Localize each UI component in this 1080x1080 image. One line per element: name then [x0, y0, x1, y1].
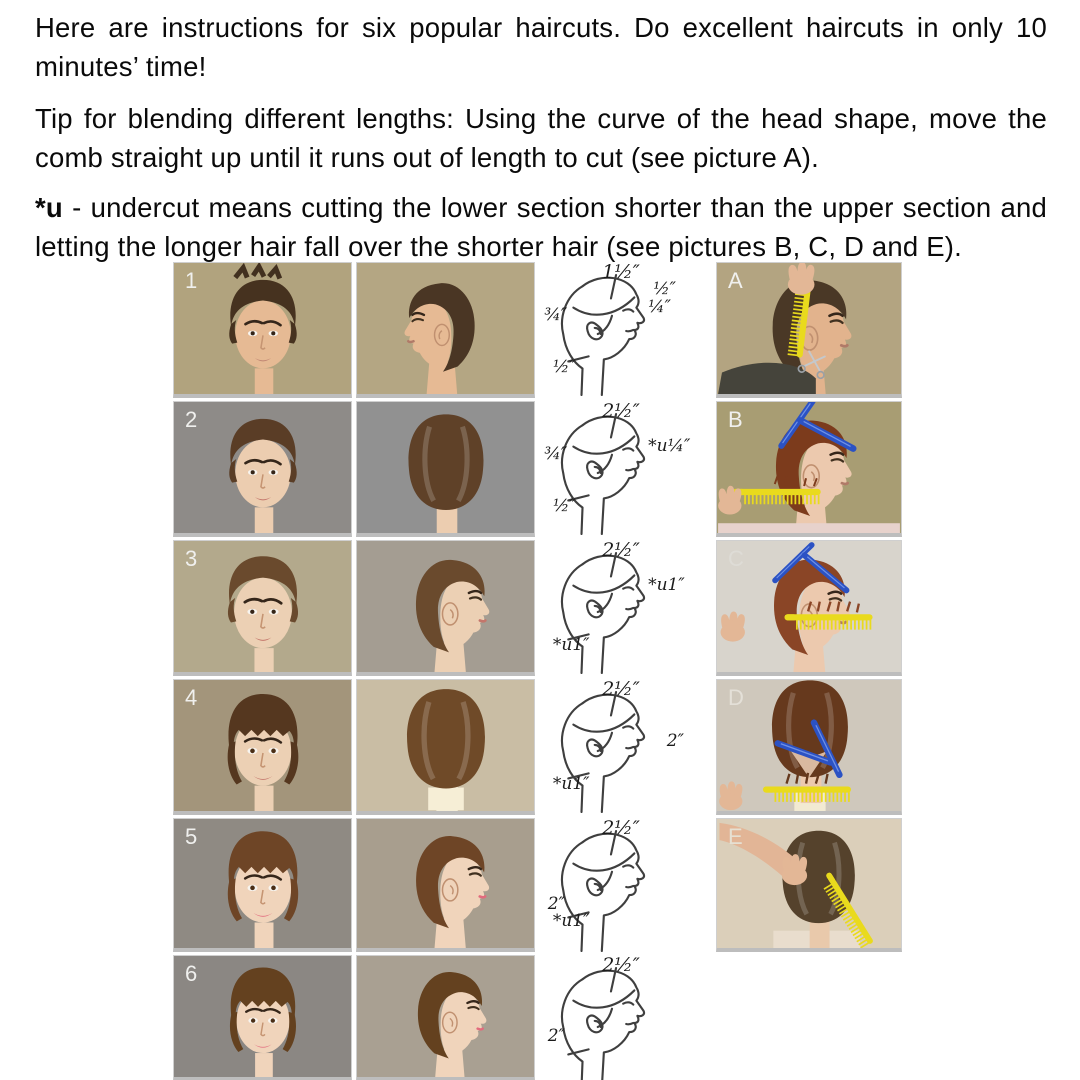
measurement-lower-left: 2″ [547, 893, 565, 914]
paragraph-line: Here are instructions for six popular haircuts. Do excellent haircuts in only 10 [35, 12, 1047, 43]
row-number: 1 [185, 268, 198, 293]
technique-photo-E [716, 818, 902, 952]
row-number: 4 [185, 685, 198, 710]
technique-A-illustration [717, 263, 901, 394]
measurement-bottom-left: ½″ [552, 356, 576, 377]
measurement-left: ¾″ [544, 304, 568, 325]
row4-back-photo [356, 679, 535, 815]
female-mannequin-pixie-profile-illustration [357, 956, 534, 1077]
undercut-symbol: *u [35, 192, 63, 223]
female-mannequin-three-quarter-illustration [357, 819, 534, 948]
technique-letter: E [728, 824, 743, 849]
technique-photo-A [716, 262, 902, 398]
technique-letter: B [728, 407, 743, 432]
row3-side-photo [356, 540, 535, 676]
hand-icon [788, 263, 815, 294]
measurement-right: *u1″ [648, 574, 685, 595]
haircut-row-6 [173, 955, 902, 1080]
row6-side-photo [356, 955, 535, 1080]
haircut-row-2 [173, 401, 902, 537]
haircut-grid [173, 262, 902, 1080]
head-diagram-icon [549, 548, 677, 674]
row5-diagram [541, 818, 711, 952]
technique-E-illustration [717, 819, 901, 948]
row4-front-photo [173, 679, 352, 815]
measurement-bottom-left: *u1″ [552, 911, 590, 932]
hand-icon [721, 613, 745, 642]
technique-D-illustration [717, 680, 901, 811]
row2-diagram [541, 401, 711, 537]
intro-paragraph-2 [35, 99, 1047, 177]
measurement-top: 2½″ [602, 955, 640, 976]
technique-B-illustration [717, 402, 901, 533]
measurement-bottom-left: *u1″ [552, 634, 590, 655]
measurement-right: *u¼″ [648, 435, 691, 456]
paragraph-line: letting the longer hair fall over the shorter hair (see pictures B, C, D and E). [35, 231, 962, 262]
row1-front-photo [173, 262, 352, 398]
intro-paragraph-1 [35, 8, 1047, 86]
measurement-right: ¼″ [648, 296, 671, 317]
technique-letter: D [728, 685, 744, 710]
technique-photo-C [716, 540, 902, 676]
row2-front-photo [173, 401, 352, 537]
technique-letter: A [728, 268, 743, 293]
young-man-profile-illustration [357, 263, 534, 394]
table-edge [718, 523, 900, 533]
male-mannequin-front-illustration [174, 402, 351, 533]
measurement-left: ¾″ [544, 443, 568, 464]
measurement-top: 2½″ [602, 401, 640, 422]
head-diagram-icon [549, 963, 677, 1080]
intro-paragraph-3 [35, 188, 1047, 266]
paragraph-text: - undercut means cutting the lower section shorter than the upper section and [62, 192, 1047, 223]
head-diagram-icon [549, 409, 677, 535]
row1-side-photo [356, 262, 535, 398]
haircut-row-4 [173, 679, 902, 815]
haircut-row-1 [173, 262, 902, 398]
female-mannequin-front-illustration [174, 819, 351, 948]
male-mannequin-back-illustration [357, 402, 534, 533]
mannequin-bangs-front-illustration [174, 680, 351, 811]
paragraph-line: minutes’ time! [35, 51, 207, 82]
measurement-top: 1½″ [602, 262, 640, 283]
paragraph-line [35, 188, 1047, 227]
measurement-top: 2½″ [602, 818, 640, 839]
row6-front-photo [173, 955, 352, 1080]
row5-front-photo [173, 818, 352, 952]
row-number: 5 [185, 824, 198, 849]
measurement-bottom-left: ½″ [552, 495, 576, 516]
row-number: 2 [185, 407, 198, 432]
row6-diagram [541, 955, 711, 1080]
row5-side-photo [356, 818, 535, 952]
row4-diagram [541, 679, 711, 815]
hand-icon [719, 783, 742, 810]
measurement-top: 2½″ [602, 540, 640, 561]
haircut-row-3 [173, 540, 902, 676]
technique-letter: C [728, 546, 744, 571]
row3-front-photo [173, 540, 352, 676]
technique-photo-B [716, 401, 902, 537]
measurement-bottom-left: *u1″ [552, 773, 590, 794]
paragraph-line: comb straight up until it runs out of length to cut (see picture A). [35, 142, 820, 173]
row-number: 3 [185, 546, 198, 571]
young-man-front-illustration [174, 263, 351, 394]
head-diagram-icon [549, 687, 677, 813]
head-diagram-icon [549, 826, 677, 952]
measurement-upper-right: ½″ [653, 279, 677, 300]
measurement-far-right: 2″ [666, 731, 684, 752]
technique-photo-D [716, 679, 902, 815]
row1-diagram [541, 262, 711, 398]
comb-icon [733, 489, 821, 500]
row2-back-photo [356, 401, 535, 537]
comb-icon [763, 786, 851, 797]
paragraph-line: Tip for blending different lengths: Using the curve of the head shape, move the [35, 103, 1047, 134]
mannequin-layered-profile-illustration [357, 541, 534, 672]
hand-icon [782, 856, 807, 886]
row3-diagram [541, 540, 711, 676]
comb-icon [785, 614, 873, 625]
hand-icon [718, 487, 741, 514]
row6-empty-cell [716, 955, 902, 1080]
female-mannequin-pixie-front-illustration [174, 956, 351, 1077]
mannequin-layered-front-illustration [174, 541, 351, 672]
technique-C-illustration [717, 541, 901, 672]
measurement-top: 2½″ [602, 679, 640, 700]
haircut-row-5 [173, 818, 902, 952]
row-number: 6 [185, 961, 198, 986]
measurement-lower-left: 2″ [547, 1026, 565, 1047]
mannequin-shiny-bob-back-illustration [357, 680, 534, 811]
